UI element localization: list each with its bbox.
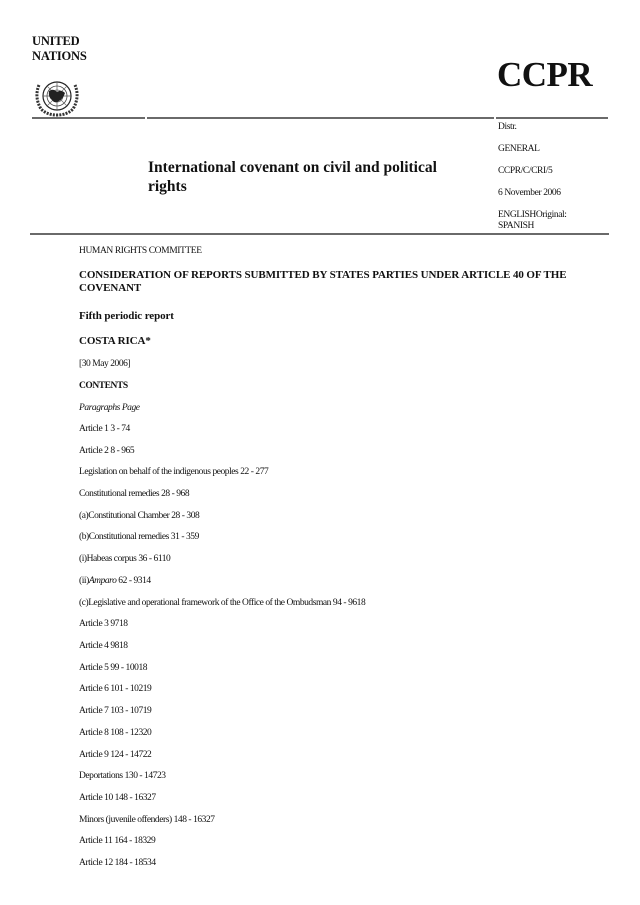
toc-entry[interactable]: Deportations 130 - 14723 (79, 771, 166, 781)
toc-entry[interactable]: Article 8 108 - 12320 (79, 728, 152, 738)
committee-name: HUMAN RIGHTS COMMITTEE (79, 246, 202, 256)
toc-entry[interactable]: Article 1 3 - 74 (79, 424, 130, 434)
report-type: Fifth periodic report (79, 310, 174, 322)
document-date: 6 November 2006 (498, 188, 561, 198)
consideration-heading: CONSIDERATION OF REPORTS SUBMITTED BY STATES PARTIES UNDER ARTICLE 40 OF THE COVENANT (79, 269, 567, 294)
distribution-label: Distr. (498, 122, 517, 132)
toc-entry[interactable]: Article 12 184 - 18534 (79, 858, 156, 868)
header-rule-right (496, 117, 608, 119)
toc-entry[interactable]: Article 11 164 - 18329 (79, 836, 156, 846)
organization-line-1: UNITED (32, 34, 80, 48)
toc-entry[interactable]: Article 5 99 - 10018 (79, 663, 148, 673)
header-bottom-rule (30, 233, 609, 235)
committee-symbol: CCPR (497, 55, 593, 94)
organization-name (32, 34, 87, 64)
toc-entry-pages: 62 - 9314 (116, 576, 151, 586)
toc-entry-prefix: (ii) (79, 576, 89, 586)
toc-entry[interactable]: Minors (juvenile offenders) 148 - 16327 (79, 815, 215, 825)
report-date: [30 May 2006] (79, 359, 131, 369)
toc-entry[interactable]: Article 7 103 - 10719 (79, 706, 152, 716)
toc-entry[interactable]: Article 2 8 - 965 (79, 446, 135, 456)
contents-column-headers: Paragraphs Page (79, 403, 140, 413)
distribution-value: GENERAL (498, 144, 540, 154)
country-name: COSTA RICA* (79, 335, 151, 347)
toc-entry[interactable]: Legislation on behalf of the indigenous peoples 22 - 277 (79, 467, 269, 477)
organization-line-2: NATIONS (32, 49, 87, 63)
un-emblem-icon (32, 77, 82, 117)
document-language: ENGLISHOriginal: SPANISH (498, 210, 567, 231)
toc-entry[interactable]: Article 10 148 - 16327 (79, 793, 156, 803)
toc-entry[interactable]: Article 9 124 - 14722 (79, 750, 152, 760)
toc-entry[interactable]: Article 6 101 - 10219 (79, 684, 152, 694)
document-symbol: CCPR/C/CRI/5 (498, 166, 553, 176)
toc-entry[interactable]: Article 3 9718 (79, 619, 128, 629)
header-rule-left (32, 117, 145, 119)
document-title: International covenant on civil and political rights (148, 159, 437, 195)
contents-heading: CONTENTS (79, 381, 128, 391)
toc-entry[interactable]: (b)Constitutional remedies 31 - 359 (79, 532, 199, 542)
toc-entry-italic: Amparo (88, 576, 117, 586)
toc-entry[interactable]: Article 4 9818 (79, 641, 128, 651)
toc-entry[interactable] (79, 575, 579, 587)
toc-entry[interactable]: (c)Legislative and operational framework of the Office of the Ombudsman 94 - 9618 (79, 598, 366, 608)
toc-entry[interactable]: Constitutional remedies 28 - 968 (79, 489, 190, 499)
header-rule-middle (147, 117, 494, 119)
toc-entry[interactable]: (i)Habeas corpus 36 - 6110 (79, 554, 171, 564)
toc-entry[interactable]: (a)Constitutional Chamber 28 - 308 (79, 511, 200, 521)
